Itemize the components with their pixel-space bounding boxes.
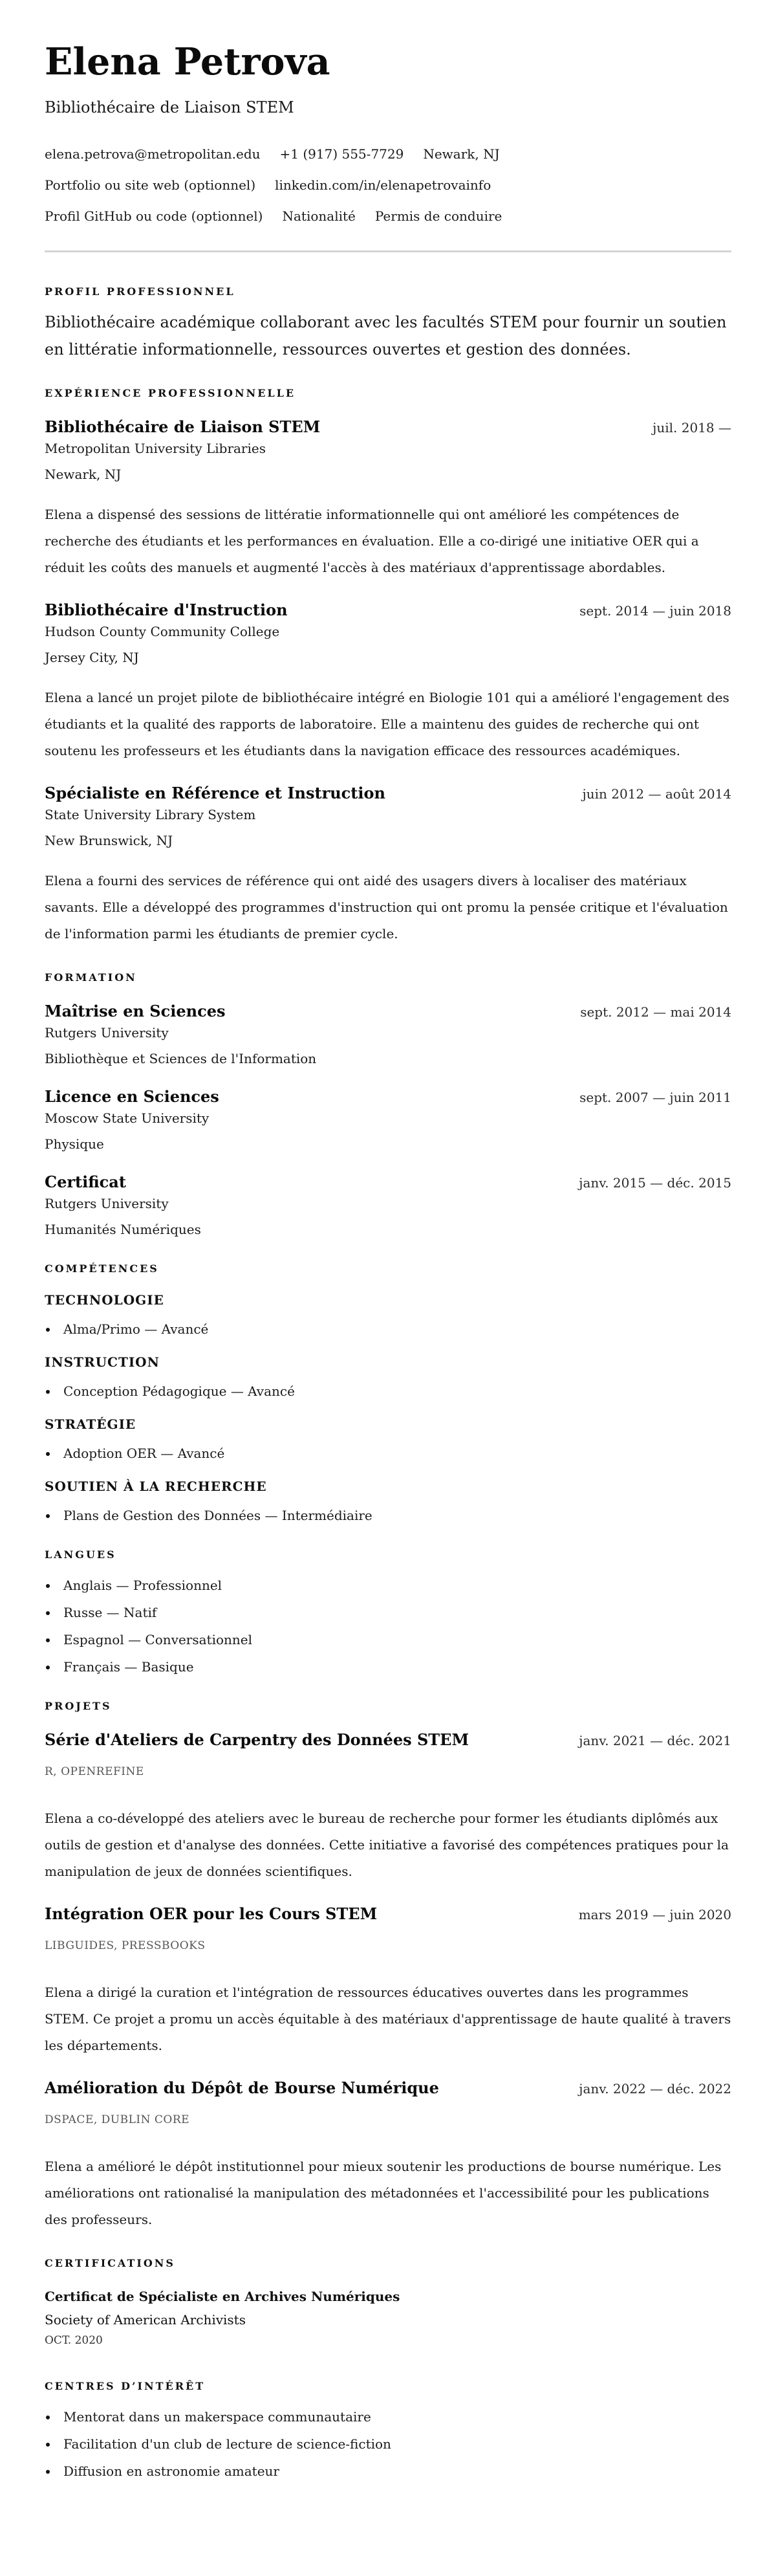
language-item: Anglais — Professionnel bbox=[45, 1576, 731, 1594]
section-title: PROFIL PROFESSIONNEL bbox=[45, 285, 235, 298]
experience-entry bbox=[45, 784, 731, 947]
language-item: Russe — Natif bbox=[45, 1603, 731, 1622]
location: Newark, NJ bbox=[423, 146, 500, 162]
language-item: Français — Basique bbox=[45, 1658, 731, 1676]
job-location: Jersey City, NJ bbox=[45, 650, 139, 665]
field-of-study: Humanités Numériques bbox=[45, 1222, 201, 1237]
skill-item: Adoption OER — Avancé bbox=[45, 1444, 731, 1462]
job-title: Spécialiste en Référence et Instruction bbox=[45, 784, 385, 802]
education-date: sept. 2007 — juin 2011 bbox=[579, 1090, 731, 1105]
job-title: Bibliothécaire de Liaison STEM bbox=[45, 417, 321, 436]
education-entry bbox=[45, 1172, 731, 1238]
contact-row-2 bbox=[45, 177, 731, 193]
certification-issuer: Society of American Archivists bbox=[45, 2312, 246, 2328]
skill-group-title: STRATÉGIE bbox=[45, 1416, 136, 1432]
skill-item: Plans de Gestion des Données — Intermédiaire bbox=[45, 1506, 731, 1525]
education-date: sept. 2012 — mai 2014 bbox=[580, 1004, 731, 1020]
experience-entry bbox=[45, 600, 731, 764]
project-entry bbox=[45, 1904, 731, 2059]
portfolio-link[interactable]: Portfolio ou site web (optionnel) bbox=[45, 177, 256, 193]
section-title: EXPÉRIENCE PROFESSIONNELLE bbox=[45, 387, 296, 399]
job-date: sept. 2014 — juin 2018 bbox=[579, 603, 731, 619]
experience-entry bbox=[45, 417, 731, 581]
experience-section bbox=[45, 386, 731, 947]
skills-section bbox=[45, 1262, 731, 1525]
education-entry bbox=[45, 1002, 731, 1068]
job-description: Elena a lancé un projet pilote de bibliothécaire intégré en Biologie 101 qui a amélioré l'engagement des étudiants et la qualité des rapports de laboratoire. Elle a maintenu des guides de recherche qui ont soutenu les professeurs et les étudiants dans la navigation efficace des ressources académiques. bbox=[45, 690, 729, 758]
field-of-study: Physique bbox=[45, 1136, 104, 1152]
employer: Metropolitan University Libraries bbox=[45, 441, 266, 456]
candidate-name: Elena Petrova bbox=[45, 40, 330, 83]
job-location: Newark, NJ bbox=[45, 467, 122, 482]
interest-item: Mentorat dans un makerspace communautaire bbox=[45, 2408, 731, 2426]
header-divider bbox=[45, 250, 731, 252]
skill-group bbox=[45, 1354, 731, 1400]
field-of-study: Bibliothèque et Sciences de l'Information bbox=[45, 1051, 317, 1066]
summary-text: Bibliothécaire académique collaborant avec les facultés STEM pour fournir un soutien en littératie informationnelle, ressources ouvertes et gestion des données. bbox=[45, 313, 727, 358]
candidate-headline: Bibliothécaire de Liaison STEM bbox=[45, 98, 294, 116]
interest-item: Diffusion en astronomie amateur bbox=[45, 2462, 731, 2480]
skill-item: Alma/Primo — Avancé bbox=[45, 1320, 731, 1338]
degree-title: Licence en Sciences bbox=[45, 1087, 219, 1106]
degree-title: Certificat bbox=[45, 1172, 126, 1191]
linkedin-link[interactable]: linkedin.com/in/elenapetrovainfo bbox=[275, 177, 491, 193]
certifications-section bbox=[45, 2256, 731, 2348]
interests-section bbox=[45, 2379, 731, 2480]
section-title: CERTIFICATIONS bbox=[45, 2257, 175, 2269]
certification-name: Certificat de Spécialiste en Archives Numériques bbox=[45, 2289, 400, 2304]
skill-group-title: INSTRUCTION bbox=[45, 1354, 160, 1370]
project-date: janv. 2022 — déc. 2022 bbox=[579, 2081, 731, 2097]
skill-group-title: TECHNOLOGIE bbox=[45, 1292, 164, 1308]
job-title: Bibliothécaire d'Instruction bbox=[45, 600, 288, 619]
section-title: FORMATION bbox=[45, 971, 137, 984]
school-name: Rutgers University bbox=[45, 1196, 169, 1211]
project-title: Série d'Ateliers de Carpentry des Données STEM bbox=[45, 1730, 469, 1749]
job-date: juin 2012 — août 2014 bbox=[582, 786, 731, 802]
education-date: janv. 2015 — déc. 2015 bbox=[579, 1175, 731, 1191]
nationality: Nationalité bbox=[282, 208, 356, 224]
summary-section bbox=[45, 285, 731, 363]
project-tech: DSPACE, DUBLIN CORE bbox=[45, 2113, 190, 2126]
skill-group bbox=[45, 1416, 731, 1462]
job-location: New Brunswick, NJ bbox=[45, 833, 173, 848]
driving-license: Permis de conduire bbox=[374, 208, 502, 224]
school-name: Rutgers University bbox=[45, 1025, 169, 1040]
projects-section bbox=[45, 1699, 731, 2233]
language-item: Espagnol — Conversationnel bbox=[45, 1631, 731, 1649]
skill-group bbox=[45, 1478, 731, 1525]
project-entry bbox=[45, 2078, 731, 2233]
school-name: Moscow State University bbox=[45, 1110, 210, 1126]
job-description: Elena a dispensé des sessions de littératie informationnelle qui ont amélioré les compétences de recherche des étudiants et les performances en évaluation. Elle a co-dirigé une initiative OER qui a réduit les coûts des manuels et augmenté l'accès à des matériaux d'apprentissage abordables. bbox=[45, 507, 699, 575]
contact-row-3 bbox=[45, 208, 731, 225]
project-date: janv. 2021 — déc. 2021 bbox=[579, 1733, 731, 1748]
project-description: Elena a co-développé des ateliers avec le bureau de recherche pour former les étudiants diplômés aux outils de gestion et d'analyse des données. Cette initiative a favorisé des compétences pratiques pour la manipulation de jeux de données scientifiques. bbox=[45, 1811, 729, 1879]
skill-group bbox=[45, 1292, 731, 1338]
email-link[interactable]: elena.petrova@metropolitan.edu bbox=[45, 146, 261, 162]
job-description: Elena a fourni des services de référence qui ont aidé des usagers divers à localiser des matériaux savants. Elle a développé des programmes d'instruction qui ont promu la pensée critique et l'évaluation de l'information parmi les étudiants de premier cycle. bbox=[45, 873, 728, 941]
job-date: juil. 2018 — bbox=[652, 420, 731, 435]
project-entry bbox=[45, 1730, 731, 1885]
section-title: PROJETS bbox=[45, 1700, 112, 1712]
github-link[interactable]: Profil GitHub ou code (optionnel) bbox=[45, 208, 263, 224]
employer: State University Library System bbox=[45, 807, 256, 822]
project-description: Elena a dirigé la curation et l'intégration de ressources éducatives ouvertes dans les programmes STEM. Ce projet a promu un accès équitable à des matériaux d'apprentissage de haute qualité à travers les départements. bbox=[45, 1985, 731, 2053]
phone-number[interactable]: +1 (917) 555-7729 bbox=[279, 146, 404, 162]
certification-date: OCT. 2020 bbox=[45, 2334, 103, 2347]
interest-item: Facilitation d'un club de lecture de science-fiction bbox=[45, 2435, 731, 2453]
education-entry bbox=[45, 1087, 731, 1153]
resume-header bbox=[45, 40, 731, 252]
employer: Hudson County Community College bbox=[45, 624, 280, 639]
section-title: COMPÉTENCES bbox=[45, 1262, 159, 1275]
contact-row-1 bbox=[45, 146, 731, 162]
languages-section bbox=[45, 1548, 731, 1676]
skill-group-title: SOUTIEN À LA RECHERCHE bbox=[45, 1479, 267, 1494]
project-title: Intégration OER pour les Cours STEM bbox=[45, 1904, 378, 1923]
project-date: mars 2019 — juin 2020 bbox=[578, 1907, 731, 1922]
degree-title: Maîtrise en Sciences bbox=[45, 1002, 226, 1020]
section-title: CENTRES D’INTÉRÊT bbox=[45, 2380, 206, 2392]
project-title: Amélioration du Dépôt de Bourse Numérique bbox=[45, 2078, 439, 2097]
project-tech: LIBGUIDES, PRESSBOOKS bbox=[45, 1939, 206, 1952]
project-description: Elena a amélioré le dépôt institutionnel pour mieux soutenir les productions de bourse numérique. Les améliorations ont rationalisé la manipulation des métadonnées et l'accessibilité pour les publications des professeurs. bbox=[45, 2159, 722, 2227]
project-tech: R, OPENREFINE bbox=[45, 1765, 144, 1778]
section-title: LANGUES bbox=[45, 1548, 116, 1561]
education-section bbox=[45, 971, 731, 1238]
skill-item: Conception Pédagogique — Avancé bbox=[45, 1382, 731, 1400]
